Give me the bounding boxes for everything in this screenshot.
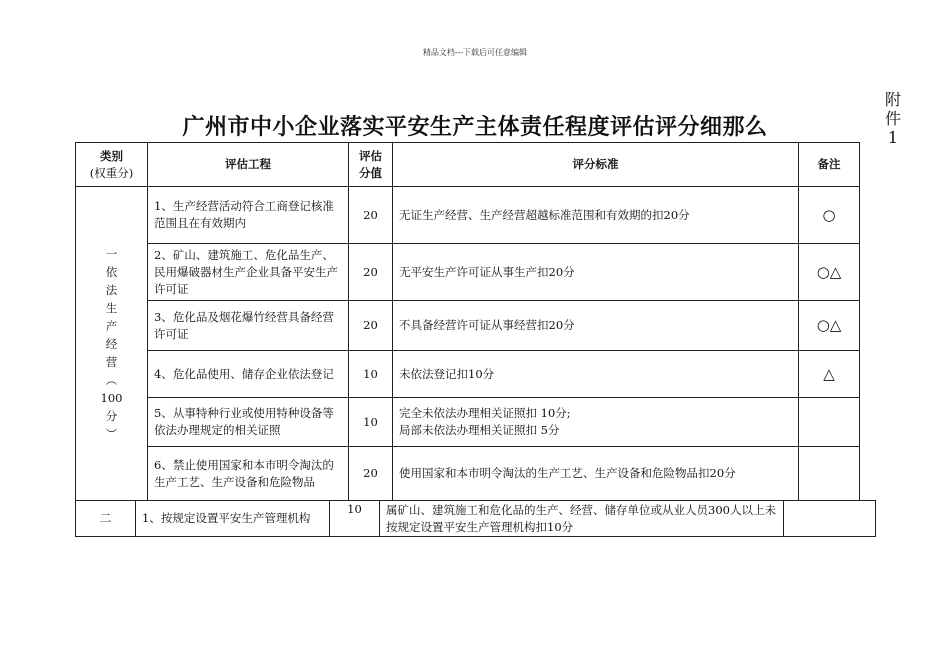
item-cell: 4、危化品使用、储存企业依法登记 xyxy=(148,351,349,398)
category-char: 依 xyxy=(105,264,118,279)
category-char: ︵ xyxy=(105,372,118,387)
note-cell xyxy=(799,398,860,447)
header-score-line2: 分值 xyxy=(359,165,382,180)
standard-cell xyxy=(393,398,799,447)
table-header-row xyxy=(76,143,860,187)
score-cell: 20 xyxy=(349,447,393,501)
item-cell: 5、从事特种行业或使用特种设备等依法办理规定的相关证照 xyxy=(148,398,349,447)
standard-line: 完全未依法办理相关证照扣 10分; xyxy=(399,406,571,420)
category-cell-2: 二 xyxy=(76,501,136,537)
category-char: 分 xyxy=(105,408,118,423)
category-char: 生 xyxy=(105,300,118,315)
page-title: 广州市中小企业落实平安生产主体责任程度评估评分细那么 xyxy=(182,115,768,140)
category-vertical-text xyxy=(100,245,123,443)
header-note: 备注 xyxy=(799,143,860,187)
table-row xyxy=(76,187,860,244)
score-cell: 20 xyxy=(349,301,393,351)
attachment-char: 件 xyxy=(884,109,901,128)
category-char: 法 xyxy=(105,282,118,297)
standard-cell: 使用国家和本市明令淘汰的生产工艺、生产设备和危险物品扣20分 xyxy=(393,447,799,501)
note-cell xyxy=(784,501,876,537)
score-cell: 10 xyxy=(330,501,380,537)
score-cell: 20 xyxy=(349,244,393,301)
item-cell: 6、禁止使用国家和本市明令淘汰的生产工艺、生产设备和危险物品 xyxy=(148,447,349,501)
category-char: ︶ xyxy=(105,426,118,441)
note-cell: ○△ xyxy=(799,244,860,301)
attachment-char: 1 xyxy=(887,128,899,147)
table-row xyxy=(76,398,860,447)
header-category-label: 类别 xyxy=(100,148,123,163)
note-cell xyxy=(799,447,860,501)
category-char: 经 xyxy=(105,336,118,351)
table-row xyxy=(76,351,860,398)
standard-cell: 无平安生产许可证从事生产扣20分 xyxy=(393,244,799,301)
table-row xyxy=(76,447,860,501)
table-row xyxy=(76,301,860,351)
attachment-char: 附 xyxy=(884,90,901,109)
item-cell: 1、生产经营活动符合工商登记核准范围且在有效期内 xyxy=(148,187,349,244)
standard-cell: 未依法登记扣10分 xyxy=(393,351,799,398)
evaluation-table xyxy=(75,142,860,501)
item-cell: 3、危化品及烟花爆竹经营具备经营许可证 xyxy=(148,301,349,351)
standard-line: 局部未依法办理相关证照扣 5分 xyxy=(399,423,560,437)
standard-cell: 属矿山、建筑施工和危化品的生产、经营、储存单位或从业人员300人以上未按规定设置平安生产管理机构扣10分 xyxy=(380,501,784,537)
item-cell: 1、按规定设置平安生产管理机构 xyxy=(136,501,330,537)
category-char: 产 xyxy=(105,318,118,333)
evaluation-table-continued xyxy=(75,500,876,537)
header-item: 评估工程 xyxy=(148,143,349,187)
score-cell: 10 xyxy=(349,351,393,398)
header-score-line1: 评估 xyxy=(359,148,382,163)
category-char: 营 xyxy=(105,354,118,369)
standard-cell: 无证生产经营、生产经营超越标准范围和有效期的扣20分 xyxy=(393,187,799,244)
category-char: 一 xyxy=(105,246,118,261)
header-standard: 评分标准 xyxy=(393,143,799,187)
category-char: 100 xyxy=(100,390,123,405)
note-cell: ○△ xyxy=(799,301,860,351)
header-category xyxy=(76,143,148,187)
note-cell: △ xyxy=(799,351,860,398)
category-cell-1 xyxy=(76,187,148,501)
table-row xyxy=(76,244,860,301)
standard-cell: 不具备经营许可证从事经营扣20分 xyxy=(393,301,799,351)
item-cell: 2、矿山、建筑施工、危化品生产、民用爆破器材生产企业具备平安生产许可证 xyxy=(148,244,349,301)
table-row xyxy=(76,501,876,537)
watermark: 精品文档---下载后可任意编辑 xyxy=(422,48,528,57)
header-score xyxy=(349,143,393,187)
score-cell: 20 xyxy=(349,187,393,244)
header-category-sub: (权重分) xyxy=(89,165,134,180)
note-cell: ○ xyxy=(799,187,860,244)
score-cell: 10 xyxy=(349,398,393,447)
